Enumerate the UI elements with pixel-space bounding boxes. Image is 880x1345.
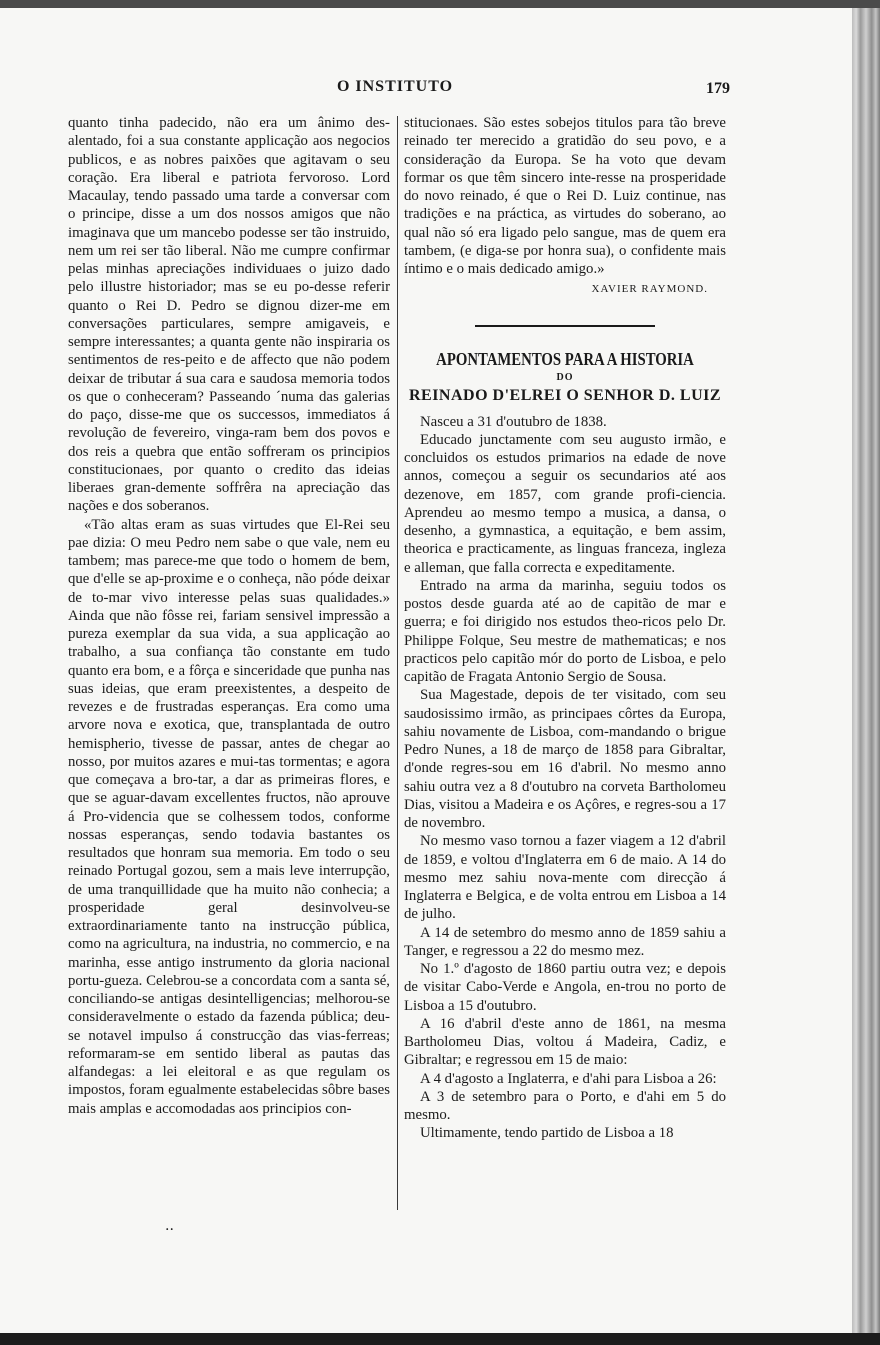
right-opening-paragraph: stitucionaes. São estes sobejos titulos para tão breve reinado ter merecido a gratidão do seu povo, e a consideração da Europa. Se ha voto que devam formar os que têm sincero inte-resse na prosperidade do novo reinado, é que o Rei D. Luiz continue, nas tradições e na práctica, as virtudes do soberano, ao qual não só era ligado pelo sangue, mas de quem era tambem, (e diga-se por honra sua), o confidente mais íntimo e o mais dedicado amigo.» (404, 115, 726, 277)
article-paragraph-6: A 14 de setembro do mesmo anno de 1859 sahiu a Tanger, e regressou a 22 do mesmo mez. (404, 924, 726, 959)
running-header-title: O INSTITUTO (336, 78, 454, 95)
page-fore-edge (852, 8, 880, 1333)
article-paragraph-7: No 1.º d'agosto de 1860 partiu outra vez; e depois de visitar Cabo-Verde e Angola, en-trou no porto de Lisboa a 15 d'outubro. (404, 961, 726, 1014)
article-paragraph-8: A 16 d'abril d'este anno de 1861, na mesma Bartholomeu Dias, voltou á Madeira, Cadiz, e Gibraltar; e regressou em 15 de maio: (404, 1015, 726, 1069)
article-paragraph-2: Educado junctamente com seu augusto irmão, e concluidos os estudos primarios na edade de nove annos, começou a seguir os secundarios até aos dezenove, em 1857, com grande profi-ciencia. Aprendeu ao mesmo tempo a musica, a dansa, o desenho, a gymnastica, a equitação, e bem assim, theorica e practicamente, as linguas franceza, ingleza e alleman, que falla correcta e expeditamente. (404, 431, 726, 576)
page-number: 179 (706, 80, 730, 97)
signature: XAVIER RAYMOND. (591, 283, 708, 296)
left-column (68, 114, 390, 1118)
right-column (404, 114, 726, 1143)
article-paragraph-5: No mesmo vaso tornou a fazer viagem a 12 d'abril de 1859, e voltou d'Inglaterra em 6 de maio. A 14 do mesmo mez sahiu nova-mente com direcção á Inglaterra e Belgica, e de volta entrou em Lisboa a 14 de julho. (404, 833, 726, 923)
continuation-mark: .. (165, 1218, 174, 1234)
left-paragraph-1: quanto tinha padecido, não era um ânimo des-alentado, foi a sua constante applicação aos negocios publicos, e as nobres paixões que agitavam o seu coração. Era liberal e patriota fervoroso. Lord Macaulay, tendo passado uma tarde a conversar com o principe, disse a um dos nossos amigos que não imaginava que um mancebo podesse ser tão instruido, nem um rei ser tão liberal. Não me cumpre confirmar pelas minhas apreciações individuaes o juizo dado pelo illustre historiador; mas se eu po-desse referir quanto o Rei D. Pedro se dignou dizer-me em conversações particulares, sempre amigaveis, e sempre interessantes; a quanta gente não inspiraria os sentimentos de res-peito e de affecto que não podem deixar de tributar á sua cara e saudosa memoria todos os que o conheceram? Passeando ´numa das galerias do paço, disse-me que os successos, immediatos á revolução de fevereiro, vinga-ram bem dos povos e dos reis a quebra que então soffreram os principios constitucionaes, por quanto o credito das ideias liberaes gran-demente soffrêra na apreciação das nações e dos soberanos. (68, 115, 390, 515)
scan-top-border (0, 0, 880, 8)
article-paragraph-10: A 3 de setembro para o Porto, e d'ahi em 5 do mesmo. (404, 1088, 726, 1123)
article-paragraph-3: Entrado na arma da marinha, seguiu todos os postos desde guarda até ao de capitão de mar e guerra; e foi dirigido nos estudos theo-ricos pelo Dr. Philippe Folque, Seu mestre de mathematicas; e nos practicos pelo capitão mór do porto de Lisboa, e pelo capitão de Fragata Antonio Sergio de Sousa. (404, 577, 726, 685)
article-paragraph-9: A 4 d'agosto a Inglaterra, e d'ahi para Lisboa a 26: (420, 1070, 717, 1087)
left-paragraph-2: «Tão altas eram as suas virtudes que El-Rei seu pae dizia: O meu Pedro nem sabe o que vale, nem eu tambem; mas parece-me que todo o homem de bem, que d'elle se ap-proxime e o conheça, não póde deixar de to-mar vivo interesse pelas suas qualidades.» Ainda que não fôsse rei, fariam sensivel impressão a pureza exemplar da sua vida, a sua applicação ao trabalho, a sua confiança tão constante em tudo quanto era bom, e a fôrça e sinceridade que punha nas suas ideias, que eram preexistentes, a despeito de revezes e de frustradas esperanças. Era como uma arvore nova e exotica, que, transplantada de outro hemispherio, tivesse de passar, antes de chegar ao nosso, por muitos azares e mui-tas tormentas; e agora que começava a bro-tar, a dar as primeiras flores, e que se aguar-davam excellentes fructos, não aprouve á Pro-videncia que se colhessem todos, conforme nossas esperanças, sendo todavia bastantes os resultados que honram sua memoria. Em todo o seu reinado Portugal gozou, sem a mais leve interrupção, de uma tranquillidade que ha muito não conhecia; a prosperidade geral desinvolveu-se extraordinariamente tanto na instrucção pública, como na agricultura, na industria, no commercio, e na marinha, esse antigo instrumento da gloria nacional portu-gueza. Celebrou-se a concordata com a santa sé, conciliando-se antigas desintelligencias; melhorou-se consideravelmente o estado da fazenda pública; deu-se notavel impulso á construcção das vias-ferreas; reformaram-se em sentido liberal as pautas das alfandegas: a lei eleitoral e as que regulam os impostos, foram egualmente estabelecidas sôbre bases mais amplas e accomodadas aos principios con- (68, 516, 390, 1117)
section-divider (475, 325, 655, 327)
article-title: APONTAMENTOS PARA A HISTORIA (436, 348, 694, 369)
article-paragraph-4: Sua Magestade, depois de ter visitado, com seu saudosissimo irmão, as principaes côrtes da Europa, sahiu novamente de Lisboa, com-mandando o brigue Pedro Nunes, a 18 de março de 1858 para Gibraltar, d'onde regres-sou em 16 d'abril. No mesmo anno sahiu outra vez a 8 d'outubro na corveta Bartholomeu Dias, visitou a Madeira e os Açôres, e regres-sou a 17 de novembro. (404, 687, 726, 831)
column-rule (397, 116, 398, 1210)
article-paragraph-1: Nasceu a 31 d'outubro de 1838. (420, 413, 607, 430)
article-title-connector: DO (556, 371, 574, 383)
article-subtitle: REINADO D'ELREI O SENHOR D. LUIZ (408, 386, 722, 404)
scan-bottom-border (0, 1333, 880, 1345)
article-paragraph-11: Ultimamente, tendo partido de Lisboa a 18 (420, 1125, 674, 1142)
